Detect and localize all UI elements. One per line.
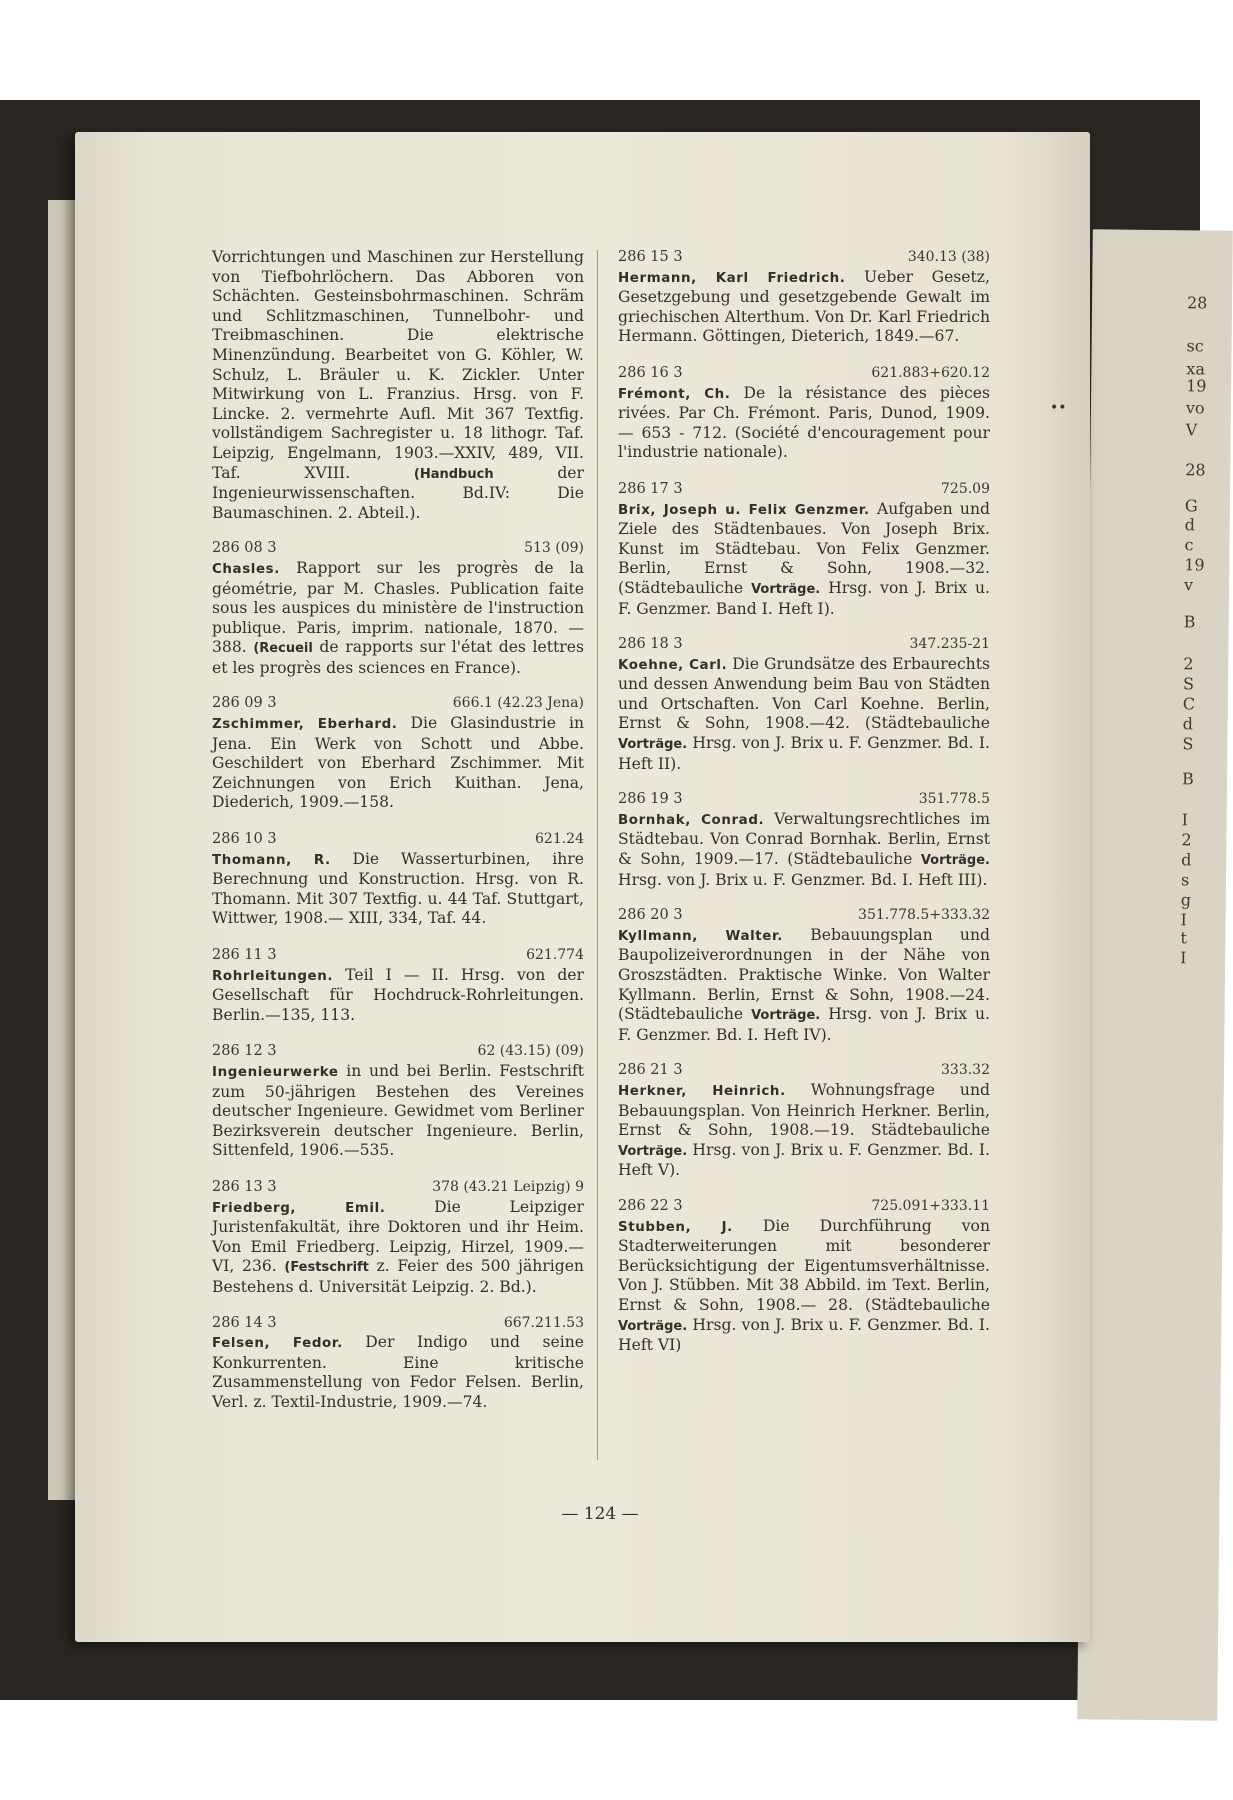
catalog-entry	[212, 1178, 584, 1298]
entry-author: Rohrleitungen.	[212, 968, 334, 984]
entry-number: 286 19 3	[618, 791, 683, 808]
entry-author: Frémont, Ch.	[618, 386, 731, 402]
adjacent-page-fragment: 19	[1186, 376, 1207, 396]
adjacent-page-fragment: v	[1183, 575, 1194, 595]
catalog-entry	[212, 539, 584, 678]
entry-author: Brix, Joseph u. Felix Genzmer.	[618, 502, 870, 518]
entry-number: 286 18 3	[618, 636, 683, 653]
adjacent-page-fragment: I	[1180, 910, 1188, 930]
entry-series: Vorträge.	[920, 853, 990, 869]
entry-author: Ingenieurwerke	[212, 1064, 339, 1080]
entry-author: Stubben, J.	[618, 1219, 733, 1235]
entry-text: Der Indigo und seine Konkurrenten. Eine kritische Zusammenstellung von Fedor Felsen. Berlin, Verl. z. Textil-Industrie, 1909.—74.	[212, 1333, 585, 1411]
catalog-entry	[618, 480, 990, 619]
entry-tail: Hrsg. von J. Brix u. F. Genzmer. Bd. I. Heft III).	[618, 870, 988, 889]
adjacent-page-fragment: g	[1180, 890, 1192, 910]
classification-number: 347.235-21	[909, 636, 990, 653]
classification-number: 621.883+620.12	[871, 364, 990, 381]
margin-mark: ••	[1050, 400, 1067, 416]
entry-header	[212, 1314, 584, 1334]
entry-number: 286 20 3	[618, 907, 683, 924]
entry-text: Die Glasindustrie in Jena. Ein Werk von Schott und Abbe. Geschildert von Eberhard Zschimmer. Mit Zeichnungen von Erich Kuithan. Jena, Diederich, 1909.—158.	[212, 714, 584, 812]
classification-number: 725.09	[941, 480, 990, 497]
entry-text: Verwaltungsrechtliches im Städtebau. Von Conrad Bornhak. Berlin, Ernst & Sohn, 1909.—17. (Städtebauliche	[618, 809, 990, 869]
entry-tail: z. Feier des 500 jährigen Bestehens d. Universität Leipzig. 2. Bd.).	[212, 1257, 584, 1296]
entry-tail: Hrsg. von J. Brix u. F. Genzmer. Band I. Heft I).	[618, 578, 990, 618]
entry-text: in und bei Berlin. Festschrift zum 50-jährigen Bestehen des Vereines deutscher Ingenieure. Gewidmet vom Berliner Bezirksverein deutscher Ingenieure. Berlin, Sittenfeld, 1906.—535.	[212, 1061, 584, 1160]
entry-number: 286 15 3	[618, 249, 683, 265]
catalog-entry	[618, 1197, 990, 1356]
entry-tail: Hrsg. von J. Brix u. F. Genzmer. Bd. I. Heft VI)	[618, 1315, 990, 1355]
entry-header	[618, 364, 990, 384]
adjacent-page-fragment: 2	[1181, 830, 1192, 850]
left-entry-list	[212, 539, 584, 1413]
adjacent-page-fragment: d	[1182, 714, 1193, 734]
entry-number: 286 13 3	[212, 1178, 277, 1195]
entry-header	[618, 1197, 990, 1217]
entry-series: Vorträge.	[618, 1318, 688, 1334]
adjacent-page-fragment: V	[1185, 420, 1198, 440]
entry-header	[212, 1178, 584, 1198]
entry-number: 286 16 3	[618, 364, 683, 381]
entry-text: Wohnungsfrage und Bebauungsplan. Von Heinrich Herkner. Berlin, Ernst & Sohn, 1908.—19. Städtebauliche	[618, 1080, 990, 1140]
catalog-entry	[212, 694, 584, 814]
classification-number: 667.211.53	[503, 1314, 584, 1331]
classification-number: 725.091+333.11	[871, 1197, 990, 1214]
adjacent-page-fragment: sc	[1186, 336, 1204, 356]
continued-entry	[212, 248, 584, 523]
entry-text: Aufgaben und Ziele des Städtenbaues. Von Joseph Brix. Kunst im Städtebau. Von Felix Genzmer. Berlin, Ernst & Sohn, 1908.—32. (Städtebauliche	[618, 499, 990, 597]
entry-text: Rapport sur les progrès de la géométrie, par M. Chasles. Publication faite sous les auspices du ministère de l'instruction publique. Paris, imprim. nationale, 1870. — 388.	[212, 558, 584, 657]
adjacent-page-fragment: t	[1180, 928, 1187, 948]
entry-author: Chasles.	[212, 561, 280, 577]
catalog-entry	[618, 790, 990, 890]
entry-text: Die Wasserturbinen, ihre Berechnung und Konstruction. Hrsg. von R. Thomann. Mit 307 Textfig. u. 44 Taf. Stuttgart, Wittwer, 1908.— XIII, 334, Taf. 44.	[212, 849, 584, 928]
entry-tail: Hrsg. von J. Brix u. F. Genzmer. Bd. I. Heft II).	[618, 734, 990, 773]
entry-number: 286 09 3	[212, 695, 277, 712]
entry-series: Vorträge.	[751, 1008, 821, 1024]
adjacent-page-fragment: 28	[1185, 460, 1206, 480]
adjacent-page-fragment: xa	[1186, 359, 1206, 379]
adjacent-page-fragment: S	[1182, 674, 1195, 694]
entry-header	[618, 635, 990, 655]
classification-number: 513 (09)	[524, 540, 584, 557]
entry-number: 286 21 3	[618, 1062, 683, 1079]
classification-number: 621.24	[535, 831, 584, 848]
adjacent-page-fragment: B	[1183, 612, 1196, 632]
right-column	[618, 248, 990, 1372]
entry-text: Bebauungsplan und Baupolizeiverordnungen in der Nähe von Groszstädten. Praktische Winke. Von Walter Kyllmann. Berlin, Ernst & Sohn, 1908.—24. (Städtebauliche	[618, 925, 990, 1024]
catalog-entry	[212, 1314, 584, 1414]
entry-text: Teil I — II. Hrsg. von der Gesellschaft für Hochdruck-Rohrleitungen. Berlin.—135, 113.	[212, 965, 584, 1024]
adjacent-page-fragment: C	[1182, 694, 1196, 714]
entry-number: 286 08 3	[212, 540, 277, 557]
adjacent-page-fragment: G	[1184, 496, 1198, 516]
catalog-entry	[618, 248, 990, 348]
entry-header	[212, 694, 584, 714]
entry-text: Die Durchführung von Stadterweiterungen mit besonderer Berücksichtigung der Eigentumsverhältnisse. Von J. Stübben. Mit 38 Abbild. im Text. Berlin, Ernst & Sohn, 1908.— 28. (Städtebauliche	[618, 1216, 990, 1314]
classification-number: 62 (43.15) (09)	[477, 1043, 584, 1060]
adjacent-page-fragment: B	[1181, 769, 1194, 789]
adjacent-page-fragment: 2	[1183, 654, 1194, 674]
catalog-entry	[618, 906, 990, 1045]
entry-author: Kyllmann, Walter.	[618, 928, 783, 944]
entry-series: (Recueil	[253, 641, 313, 657]
entry-header	[618, 248, 990, 268]
entry-text: Vorrichtungen und Maschinen zur Herstellung von Tiefbohrlöchern. Das Abboren von Schächten. Gesteinsbohrmaschinen. Schräm und Schlitzmaschinen, Tunnelbohr- und Treibmaschinen. Die elektrische Minenzündung. Bearbeitet von G. Köhler, W. Schulz, L. Bräuler u. K. Zickler. Unter Mitwirkung von L. Franzius. Hrsg. von F. Lincke. 2. vermehrte Aufl. Mit 367 Textfig. vollständigem Sachregister u. 18 lithogr. Taf. Leipzig, Engelmann, 1903.—XXIV, 489, VII. Taf. XVIII.	[212, 248, 584, 482]
entry-header	[212, 830, 584, 850]
entry-series: Vorträge.	[618, 737, 688, 753]
classification-number: 333.32	[941, 1062, 990, 1079]
entry-text: De la résistance des pièces rivées. Par Ch. Frémont. Paris, Dunod, 1909. — 653 - 712. (Société d'encouragement pour l'industrie nationale).	[618, 383, 990, 462]
entry-header	[618, 480, 990, 500]
entry-author: Hermann, Karl Friedrich.	[618, 270, 846, 286]
column-divider	[597, 250, 598, 1460]
catalog-entry	[212, 946, 584, 1026]
entry-series: (Festschrift	[284, 1260, 369, 1276]
entry-text: Die Grundsätze des Erbaurechts und dessen Anwendung beim Bau von Städten und Ortschaften. Von Carl Koehne. Berlin, Ernst & Sohn, 1908.—42. (Städtebauliche	[618, 654, 990, 733]
right-entry-list	[618, 248, 990, 1356]
adjacent-page-fragment: I	[1180, 948, 1187, 968]
entry-author: Herkner, Heinrich.	[618, 1083, 786, 1099]
classification-number: 351.778.5+333.32	[858, 907, 990, 924]
entry-tail: Hrsg. von J. Brix u. F. Genzmer. Bd. I. Heft IV).	[618, 1005, 990, 1044]
entry-number: 286 17 3	[618, 480, 683, 497]
classification-number: 340.13 (38)	[907, 249, 990, 265]
classification-number: 666.1 (42.23 Jena)	[452, 695, 584, 712]
adjacent-page-fragment: vo	[1185, 398, 1205, 418]
entry-author: Felsen, Fedor.	[212, 1336, 343, 1352]
entry-tail: der Ingenieurwissenschaften. Bd.IV: Die Baumaschinen. 2. Abteil.).	[212, 463, 584, 522]
entry-series: (Handbuch	[413, 466, 494, 482]
adjacent-page	[1077, 229, 1233, 1720]
adjacent-page-fragment: s	[1180, 870, 1190, 890]
catalog-entry	[618, 364, 990, 464]
entry-series: Vorträge.	[618, 1143, 688, 1159]
adjacent-page-fragment: c	[1184, 535, 1194, 555]
entry-author: Zschimmer, Eberhard.	[212, 717, 398, 733]
entry-number: 286 10 3	[212, 831, 277, 848]
catalog-entry	[618, 1061, 990, 1181]
adjacent-page-fragment: 19	[1184, 555, 1205, 575]
entry-author: Bornhak, Conrad.	[618, 812, 765, 828]
catalog-entry	[212, 830, 584, 930]
entry-header	[212, 539, 584, 559]
classification-number: 378 (43.21 Leipzig) 9	[432, 1178, 584, 1195]
entry-text: Die Leipziger Juristenfakultät, ihre Doktoren und ihr Heim. Von Emil Friedberg. Leipzig, Hirzel, 1909.—VI, 236.	[212, 1197, 584, 1276]
adjacent-page-fragment: 28	[1186, 293, 1208, 313]
entry-tail: de rapports sur l'état des lettres et les progrès des sciences en France).	[212, 638, 584, 677]
left-column	[212, 248, 584, 1429]
adjacent-page-fragment: S	[1182, 734, 1194, 754]
entry-header	[618, 1061, 990, 1081]
entry-author: Friedberg, Emil.	[212, 1200, 386, 1216]
entry-text: Ueber Gesetz, Gesetzgebung und gesetzgebende Gewalt im griechischen Alterthum. Von Dr. Karl Friedrich Hermann. Göttingen, Dieterich, 1849.—67.	[618, 267, 990, 346]
entry-header	[618, 790, 990, 810]
entry-number: 286 12 3	[212, 1043, 277, 1060]
entry-series: Vorträge.	[751, 581, 821, 597]
entry-number: 286 22 3	[618, 1197, 683, 1214]
adjacent-page-fragment: d	[1181, 850, 1192, 870]
entry-author: Thomann, R.	[212, 852, 331, 868]
entry-number: 286 14 3	[212, 1314, 277, 1331]
entry-tail: Hrsg. von J. Brix u. F. Genzmer. Bd. I. Heft V).	[618, 1140, 990, 1180]
adjacent-page-fragment: d	[1184, 515, 1196, 535]
entry-number: 286 11 3	[212, 947, 277, 963]
adjacent-page-fragment: I	[1181, 810, 1189, 830]
page-number: — 124 —	[561, 1504, 639, 1524]
classification-number: 621.774	[526, 947, 584, 963]
entry-header	[212, 1042, 584, 1062]
catalog-entry	[618, 635, 990, 774]
entry-author: Koehne, Carl.	[618, 657, 728, 673]
entry-header	[618, 906, 990, 926]
entry-header	[212, 946, 584, 966]
catalog-entry	[212, 1042, 584, 1162]
classification-number: 351.778.5	[918, 791, 990, 808]
